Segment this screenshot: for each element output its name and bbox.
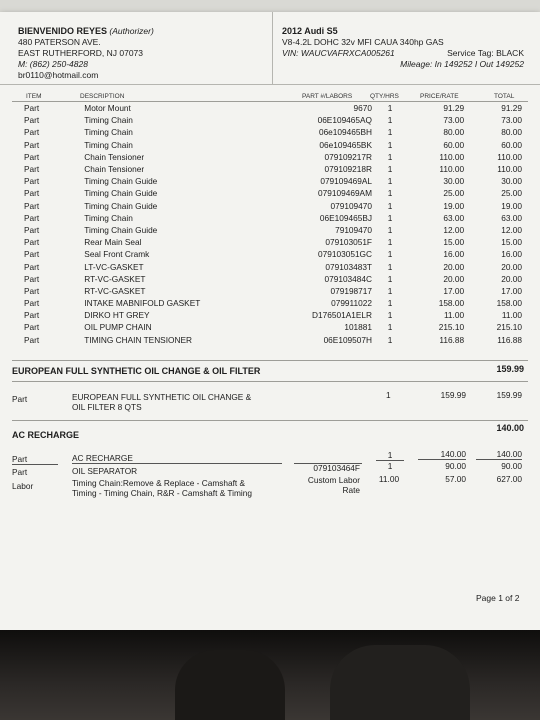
item-total: 215.10	[496, 322, 522, 333]
table-row	[12, 236, 528, 248]
col-header-price: PRICE/RATE	[420, 93, 459, 100]
item-part-number: 079198717	[330, 285, 373, 296]
item-type: Part	[24, 273, 40, 284]
address-line-2: EAST RUTHERFORD, NJ 07073	[18, 48, 144, 58]
item-total: 20.00	[501, 273, 522, 284]
table-row	[12, 139, 528, 151]
item-total: 30.00	[501, 176, 522, 187]
ac-row1-description: AC RECHARGE	[72, 453, 282, 464]
item-part-number: 079109470	[330, 200, 373, 211]
item-part-number: 079911022	[331, 298, 373, 309]
table-row	[12, 321, 528, 333]
service-tag: Service Tag: BLACK	[447, 48, 524, 58]
ac-row1-total: 140.00	[476, 449, 522, 460]
customer-name: BIENVENIDO REYES	[18, 26, 108, 36]
item-description: Chain Tensioner	[84, 164, 145, 175]
item-part-number: 079109469AL	[320, 176, 373, 187]
item-qty: 1	[387, 164, 393, 175]
item-qty: 1	[387, 261, 393, 272]
col-header-part: PART #/LABORS	[302, 93, 353, 100]
item-type: Part	[24, 237, 40, 248]
item-description: RT-VC-GASKET	[84, 273, 146, 284]
item-description: Seal Front Cramk	[84, 249, 150, 260]
customer-name-line	[18, 26, 154, 37]
ac-row3-price: 57.00	[445, 474, 466, 484]
oil-item-qty: 1	[386, 390, 391, 400]
ac-row3-type: Labor	[12, 481, 34, 491]
item-qty: 1	[387, 224, 393, 235]
item-qty: 1	[387, 322, 393, 333]
item-type: Part	[24, 151, 40, 162]
oil-item-type: Part	[12, 394, 28, 404]
ac-row3-part	[298, 475, 360, 495]
item-type: Part	[24, 261, 40, 272]
item-type: Part	[24, 200, 40, 211]
item-qty: 1	[387, 176, 393, 187]
oil-item-price: 159.99	[440, 390, 466, 400]
table-row	[12, 114, 528, 126]
ac-row1-price: 140.00	[418, 449, 466, 460]
item-price: 30.00	[443, 176, 465, 187]
item-total: 110.00	[497, 151, 522, 162]
item-total: 15.00	[501, 237, 522, 248]
item-price: 17.00	[443, 285, 465, 296]
item-total: 25.00	[501, 188, 522, 199]
item-part-number: 079109218R	[324, 164, 373, 175]
invoice-header	[0, 12, 540, 85]
vin-row	[282, 48, 524, 59]
item-description: Motor Mount	[84, 103, 131, 114]
ac-row2-price: 90.00	[445, 461, 466, 471]
item-type: Part	[24, 310, 40, 321]
item-price: 80.00	[443, 127, 465, 138]
parts-table	[12, 102, 528, 346]
ac-section-title: AC RECHARGE	[12, 430, 80, 440]
item-part-number: 06E109507H	[323, 334, 373, 345]
col-header-qty: QTY/HRS	[370, 93, 399, 100]
item-part-number: 079103483T	[325, 261, 373, 272]
item-description: Timing Chain	[84, 127, 133, 138]
item-part-number: 079103051GC	[318, 249, 373, 260]
item-part-number: 9670	[353, 103, 373, 114]
oil-item-description	[72, 392, 251, 412]
item-type: Part	[24, 176, 40, 187]
item-price: 215.10	[438, 322, 465, 333]
table-row	[12, 163, 528, 175]
item-type: Part	[24, 322, 40, 333]
mileage: Mileage: In 149252 I Out 149252	[400, 59, 524, 69]
item-price: 20.00	[443, 273, 465, 284]
ac-row2-qty: 1	[387, 461, 393, 471]
item-qty: 1	[387, 139, 393, 150]
item-price: 25.00	[443, 188, 465, 199]
item-price: 116.88	[439, 334, 465, 345]
table-row	[12, 126, 528, 138]
item-description: Timing Chain	[84, 115, 133, 126]
item-qty: 1	[387, 115, 393, 126]
left-shoe	[175, 650, 285, 720]
item-price: 63.00	[443, 212, 465, 223]
item-total: 63.00	[501, 212, 522, 223]
item-description: Chain Tensioner	[84, 151, 145, 162]
item-type: Part	[24, 188, 40, 199]
item-description: Timing Chain Guide	[84, 188, 158, 199]
item-total: 73.00	[501, 115, 522, 126]
item-price: 12.00	[443, 224, 465, 235]
address-line-1: 480 PATERSON AVE.	[18, 37, 101, 47]
item-part-number: 06e109465BK	[319, 139, 373, 150]
section-rule-oil	[12, 360, 528, 361]
ac-row1-qty: 1	[376, 450, 404, 461]
item-qty: 1	[387, 334, 393, 345]
table-row	[12, 297, 528, 309]
item-part-number: 06e109465BH	[318, 127, 373, 138]
item-total: 17.00	[501, 285, 522, 296]
labor-desc-line-2: Timing - Timing Chain, R&R - Camshaft & Timing	[72, 488, 252, 498]
item-qty: 1	[387, 151, 393, 162]
col-header-item: ITEM	[26, 93, 42, 100]
item-description: INTAKE MABNIFOLD GASKET	[84, 298, 201, 309]
item-price: 158.00	[438, 298, 465, 309]
item-price: 16.00	[443, 249, 465, 260]
item-type: Part	[24, 164, 40, 175]
engine-spec: V8-4.2L DOHC 32v MFI CAUA 340hp GAS	[282, 37, 444, 47]
table-row	[12, 212, 528, 224]
item-qty: 1	[387, 298, 393, 309]
oil-item-total: 159.99	[496, 390, 522, 400]
table-row	[12, 273, 528, 285]
item-total: 158.00	[496, 298, 522, 309]
table-row	[12, 334, 528, 346]
item-part-number: D176501A1ELR	[312, 310, 373, 321]
item-description: OIL PUMP CHAIN	[84, 322, 152, 333]
item-qty: 1	[387, 310, 393, 321]
item-total: 19.00	[501, 200, 522, 211]
item-description: Timing Chain Guide	[84, 176, 158, 187]
ac-row3-qty: 11.00	[378, 474, 400, 484]
table-row	[12, 309, 528, 321]
item-description: Rear Main Seal	[84, 237, 142, 248]
ac-row2-total: 90.00	[501, 461, 522, 471]
item-part-number: 079103484C	[324, 273, 373, 284]
item-qty: 1	[387, 200, 393, 211]
item-type: Part	[24, 249, 40, 260]
item-total: 91.29	[501, 103, 522, 114]
right-shoe	[330, 645, 470, 720]
item-part-number: 079103051F	[325, 237, 373, 248]
item-total: 80.00	[501, 127, 522, 138]
item-type: Part	[24, 212, 40, 223]
col-header-description: DESCRIPTION	[80, 93, 125, 100]
item-price: 110.00	[439, 164, 465, 175]
labor-desc-line-1: Timing Chain:Remove & Replace - Camshaft &	[72, 478, 246, 488]
table-row	[12, 200, 528, 212]
ac-row2-description: OIL SEPARATOR	[72, 466, 138, 476]
customer-role: (Authorizer)	[109, 26, 154, 36]
oil-desc-line-2: OIL FILTER 8 QTS	[72, 402, 142, 412]
item-part-number: 079109469AM	[318, 188, 373, 199]
table-row	[12, 248, 528, 260]
customer-email: br0110@hotmail.com	[18, 70, 99, 80]
customer-phone: M: (862) 250-4828	[18, 59, 88, 69]
item-type: Part	[24, 334, 40, 345]
parts-table-body	[12, 102, 528, 346]
ac-row2-part: 079103464F	[313, 463, 360, 473]
table-row	[12, 102, 528, 114]
item-type: Part	[24, 115, 40, 126]
ac-row3-total: 627.00	[496, 474, 522, 484]
item-description: Timing Chain Guide	[84, 200, 158, 211]
table-row	[12, 187, 528, 199]
ac-section-amount: 140.00	[496, 423, 524, 433]
item-description: Timing Chain	[84, 139, 133, 150]
header-divider	[272, 12, 273, 84]
item-total: 16.00	[501, 249, 522, 260]
item-part-number: 79109470	[335, 224, 373, 235]
item-type: Part	[24, 139, 40, 150]
ac-row3-description	[72, 478, 252, 498]
table-row	[12, 285, 528, 297]
item-type: Part	[24, 298, 40, 309]
item-type: Part	[24, 224, 40, 235]
item-total: 116.88	[497, 334, 522, 345]
item-type: Part	[24, 285, 40, 296]
item-total: 11.00	[501, 310, 522, 321]
item-total: 20.00	[501, 261, 522, 272]
oil-section-amount: 159.99	[496, 364, 524, 374]
item-type: Part	[24, 103, 40, 114]
item-price: 19.00	[443, 200, 465, 211]
item-qty: 1	[387, 212, 393, 223]
item-qty: 1	[387, 249, 393, 260]
item-total: 12.00	[501, 224, 522, 235]
item-qty: 1	[387, 188, 393, 199]
labor-rate-line-1: Custom Labor	[307, 475, 360, 485]
ac-row2-type: Part	[12, 467, 28, 477]
vehicle-title: 2012 Audi S5	[282, 26, 338, 36]
item-qty: 1	[387, 285, 393, 296]
table-row	[12, 151, 528, 163]
vehicle-block	[282, 26, 524, 70]
item-type: Part	[24, 127, 40, 138]
item-price: 73.00	[443, 115, 465, 126]
item-description: RT-VC-GASKET	[84, 285, 146, 296]
item-qty: 1	[387, 237, 393, 248]
item-description: LT-VC-GASKET	[84, 261, 144, 272]
item-price: 60.00	[443, 139, 465, 150]
item-part-number: 101881	[344, 322, 373, 333]
item-qty: 1	[387, 273, 393, 284]
item-part-number: 079109217R	[324, 151, 373, 162]
item-part-number: 06E109465AQ	[317, 115, 373, 126]
item-description: Timing Chain Guide	[84, 224, 158, 235]
table-row	[12, 175, 528, 187]
page-number: Page 1 of 2	[476, 593, 520, 603]
item-part-number: 06E109465BJ	[319, 212, 373, 223]
oil-desc-line-1: EUROPEAN FULL SYNTHETIC OIL CHANGE &	[72, 392, 252, 402]
customer-block	[18, 26, 154, 81]
item-description: TIMING CHAIN TENSIONER	[84, 334, 192, 345]
item-description: Timing Chain	[84, 212, 133, 223]
item-total: 60.00	[501, 139, 522, 150]
oil-section-title: EUROPEAN FULL SYNTHETIC OIL CHANGE & OIL FILTER	[12, 366, 261, 376]
section-rule-ac	[12, 420, 528, 421]
item-description: DIRKO HT GREY	[84, 310, 150, 321]
ac-row1-type: Part	[12, 454, 58, 465]
table-row	[12, 224, 528, 236]
item-qty: 1	[387, 127, 393, 138]
labor-rate-line-2: Rate	[342, 485, 360, 495]
vin: VIN: WAUCVAFRXCA005261	[282, 48, 395, 58]
item-price: 11.00	[443, 310, 465, 321]
section-rule-oil-bottom	[12, 381, 528, 382]
item-price: 20.00	[443, 261, 465, 272]
item-qty: 1	[387, 103, 393, 114]
item-price: 15.00	[443, 237, 465, 248]
item-price: 110.00	[439, 151, 465, 162]
item-price: 91.29	[443, 103, 465, 114]
table-row	[12, 260, 528, 272]
col-header-total: TOTAL	[494, 93, 515, 100]
item-total: 110.00	[497, 164, 522, 175]
